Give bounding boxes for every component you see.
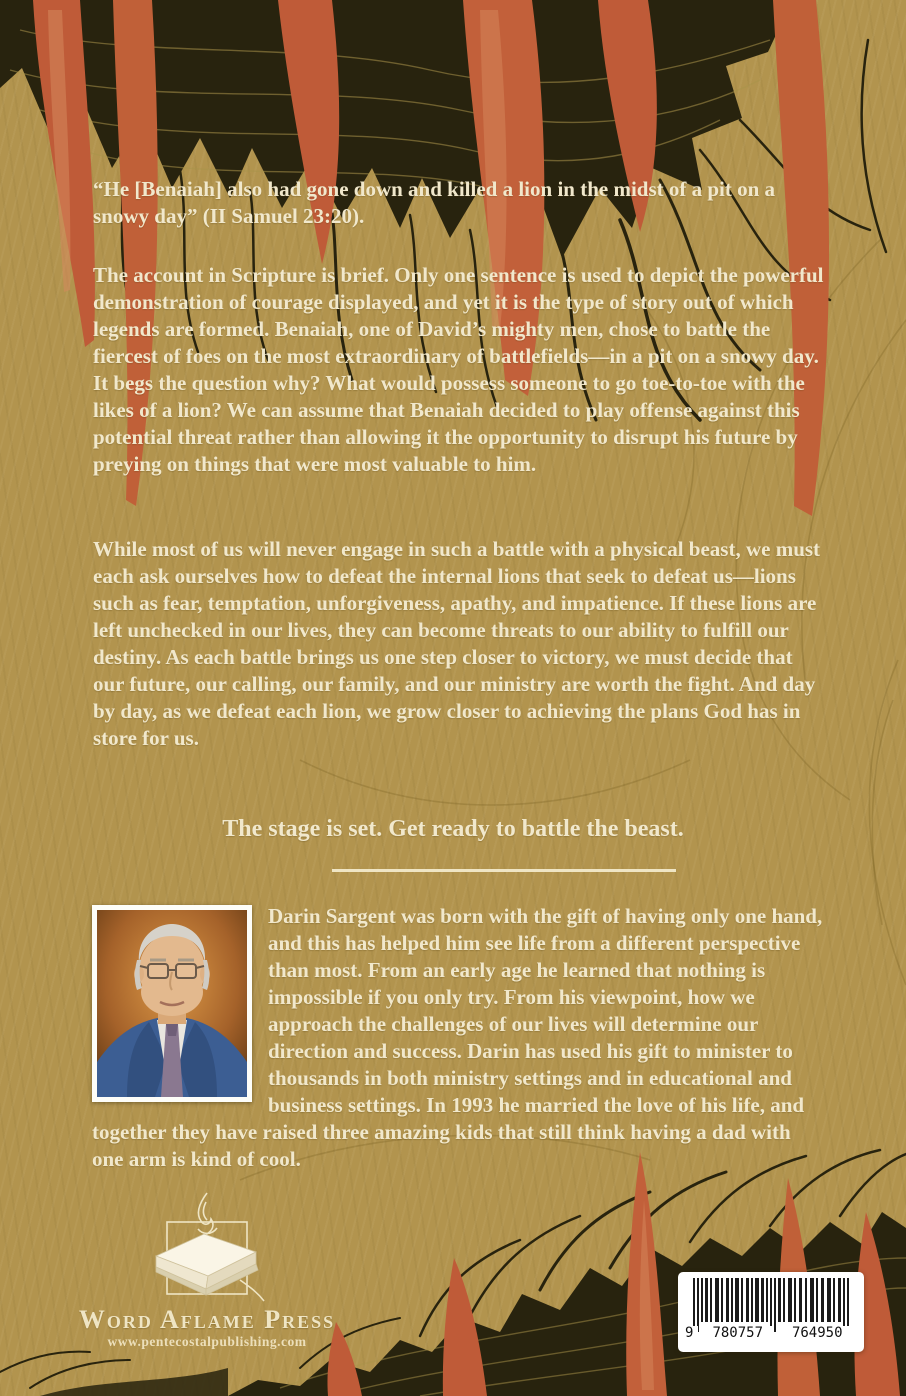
barcode	[678, 1272, 864, 1352]
book-flame-logo-icon	[144, 1192, 270, 1304]
publisher-block	[42, 1192, 372, 1350]
body-paragraph-1: The account in Scripture is brief. Only one sentence is used to depict the powerful demonstration of courage displayed, and yet it is the type of story out of which legends are formed. Benaiah, one of David’s mighty men, chose to battle the fiercest of foes on the most extraordinary of battlefields—in a pit on a snowy day. It begs the question why? What would possess someone to go toe-to-toe with the likes of a lion? We can assume that Benaiah decided to play offense against this potential threat rather than allowing it the opportunity to disrupt his future by preying on things that were most valuable to him.	[93, 263, 824, 476]
author-photo	[92, 905, 252, 1102]
author-portrait-art	[97, 910, 247, 1097]
barcode-group-1: 780757	[703, 1326, 773, 1340]
barcode-left-digit: 9	[685, 1326, 698, 1340]
publisher-name: Word Aflame Press	[78, 1305, 336, 1334]
author-bio-section	[92, 903, 824, 1173]
body-paragraph-2: While most of us will never engage in such a battle with a physical beast, we must each ask ourselves how to defeat the internal lions that seek to defeat us—lions such as fear, temptation, unforgiveness, apathy, and impatience. If these lions are left unchecked in our lives, they can become threats to our ability to fulfill our destiny. As each battle brings us one step closer to victory, we must decide that our future, our calling, our family, and our ministry are worth the fight. And day by day, as we defeat each lion, we grow closer to achieving the plans God has in store for us.	[93, 537, 821, 750]
divider-line	[332, 869, 676, 872]
tagline: The stage is set. Get ready to battle the beast.	[222, 816, 684, 842]
publisher-website: www.pentecostalpublishing.com	[107, 1334, 307, 1349]
author-bio-text: Darin Sargent was born with the gift of having only one hand, and this has helped him see life from a different perspective than most. From an early age he learned that nothing is impossible if you only try. From his viewpoint, how we approach the challenges of our lives will determine our direction and success. Darin has used his gift to minister to thousands in both ministry settings and in educational and business settings. In 1993 he married the love of his life, and together they have raised three amazing kids that still think having a dad with one arm is kind of cool.	[92, 904, 823, 1171]
barcode-group-2: 764950	[783, 1326, 853, 1340]
scripture-quote: “He [Benaiah] also had gone down and killed a lion in the midst of a pit on a snowy day” (II Samuel 23:20).	[93, 177, 776, 228]
barcode-digits	[685, 1326, 857, 1340]
